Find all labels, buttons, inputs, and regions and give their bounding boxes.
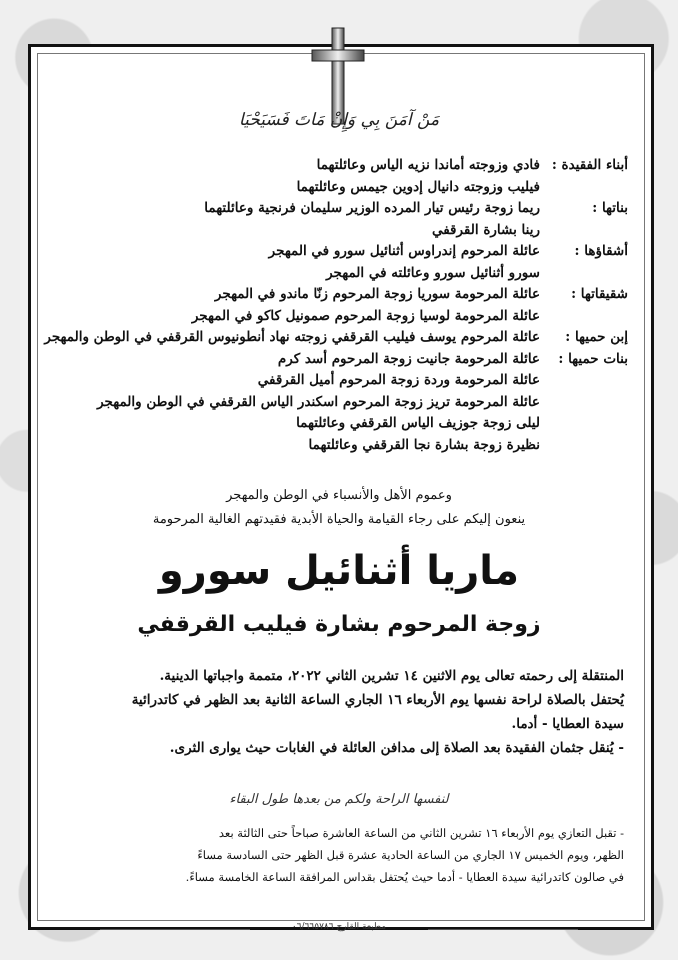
relative-names <box>40 284 540 327</box>
relative-row <box>40 349 628 457</box>
printer-credit: مطبعة القارح ٠٦/٦٦٥٧٨٦ <box>291 922 387 932</box>
announcement-line: ينعون إليكم على رجاء القيامة والحياة الأبدية فقيدتهم الغالية المرحومة <box>152 512 526 527</box>
condolence-line: - تقبل التعازي يوم الأربعاء ١٦ تشرين الثاني من الساعة العاشرة صباحاً حتى الثالثة بعد <box>218 826 624 840</box>
relative-row <box>40 155 628 198</box>
details-line: سيدة العطايا - أدما. <box>511 716 624 732</box>
farewell-line: لنفسها الراحة ولكم من بعدها طول البقاء <box>229 792 449 807</box>
relative-name: عائلة المرحومة وردة زوجة المرحوم أميل القرقفي <box>257 372 540 388</box>
relative-name: ليلى زوجة جوزيف الياس القرقفي وعائلتهما <box>296 415 540 431</box>
relative-label: أبناء الفقيدة : <box>551 157 628 173</box>
relative-names <box>40 327 540 349</box>
relative-row <box>40 284 628 327</box>
relative-label: بناتها : <box>592 200 628 216</box>
relative-name: سورو أثنائيل سورو وعائلته في المهجر <box>326 264 540 281</box>
deceased-subtitle: زوجة المرحوم بشارة فيليب القرقفي <box>137 612 541 637</box>
relative-name: عائلة المرحومة جانيت زوجة المرحوم أسد كرم <box>277 350 540 367</box>
details-line: المنتقلة إلى رحمته تعالى يوم الاثنين ١٤ تشرين الثاني ٢٠٢٢، متممة واجباتها الدينية. <box>159 668 624 684</box>
condolence-paragraph <box>54 822 624 888</box>
relative-label: أشقاؤها : <box>574 243 628 259</box>
relative-label: إبن حميها : <box>565 329 628 345</box>
relative-name: رينا بشارة القرقفي <box>431 221 540 238</box>
relative-name: فادي وزوجته أماندا نزيه الياس وعائلتهما <box>316 157 540 173</box>
relative-names <box>40 349 540 457</box>
bible-verse: مَنْ آمَنَ بِي وَإِنْ مَاتَ فَسَيَحْيَا <box>238 110 440 130</box>
condolence-line: في صالون كاتدرائية سيدة العطايا - أدما حيث يُحتفل بقداس المرافقة الساعة الخامسة مساءً. <box>185 870 624 884</box>
details-paragraph <box>54 664 624 760</box>
relative-row <box>40 241 628 284</box>
relative-names <box>40 155 540 198</box>
relative-name: عائلة المرحومة تريز زوجة المرحوم اسكندر الياس القرقفي في الوطن والمهجر <box>97 393 540 410</box>
general-family-line: وعموم الأهل والأنسباء في الوطن والمهجر <box>226 488 452 503</box>
relative-row <box>40 198 628 241</box>
details-line: - يُنقل جثمان الفقيدة بعد الصلاة إلى مدافن العائلة في الغابات حيث يوارى الثرى. <box>169 740 624 756</box>
relative-row <box>40 327 628 349</box>
relative-names <box>40 241 540 284</box>
relative-name: عائلة المرحومة لوسيا زوجة المرحوم صمونيل كاكو في المهجر <box>191 307 540 324</box>
relative-names <box>40 198 540 241</box>
relative-name: ريما زوجة رئيس تيار المرده الوزير سليمان فرنجية وعائلتهما <box>204 200 540 216</box>
relative-name: عائلة المرحومة سوريا زوجة المرحوم زنّا ماندو في المهجر <box>214 286 540 302</box>
relative-name: عائلة المرحوم إندراوس أثنائيل سورو في المهجر <box>268 243 540 259</box>
relative-name: نظيرة زوجة بشارة نجا القرقفي وعائلتهما <box>308 436 540 453</box>
relative-label: بنات حميها : <box>558 350 628 367</box>
deceased-name: ماريا أثنائيل سورو <box>158 548 520 594</box>
condolence-line: الظهر، ويوم الخميس ١٧ الجاري من الساعة الحادية عشرة قبل الظهر حتى السادسة مساءً <box>197 848 624 862</box>
relative-name: عائلة المرحوم يوسف فيليب القرقفي زوجته نهاد أنطونيوس القرقفي في الوطن والمهجر <box>44 329 540 345</box>
details-line: يُحتفل بالصلاة لراحة نفسها يوم الأربعاء ١٦ الجاري الساعة الثانية بعد الظهر في كاتدرائية <box>131 692 624 708</box>
relatives-list <box>40 155 628 456</box>
relative-name: فيليب وزوجته دانيال إدوين جيمس وعائلتهما <box>296 178 540 195</box>
relative-label: شقيقاتها : <box>571 286 628 302</box>
